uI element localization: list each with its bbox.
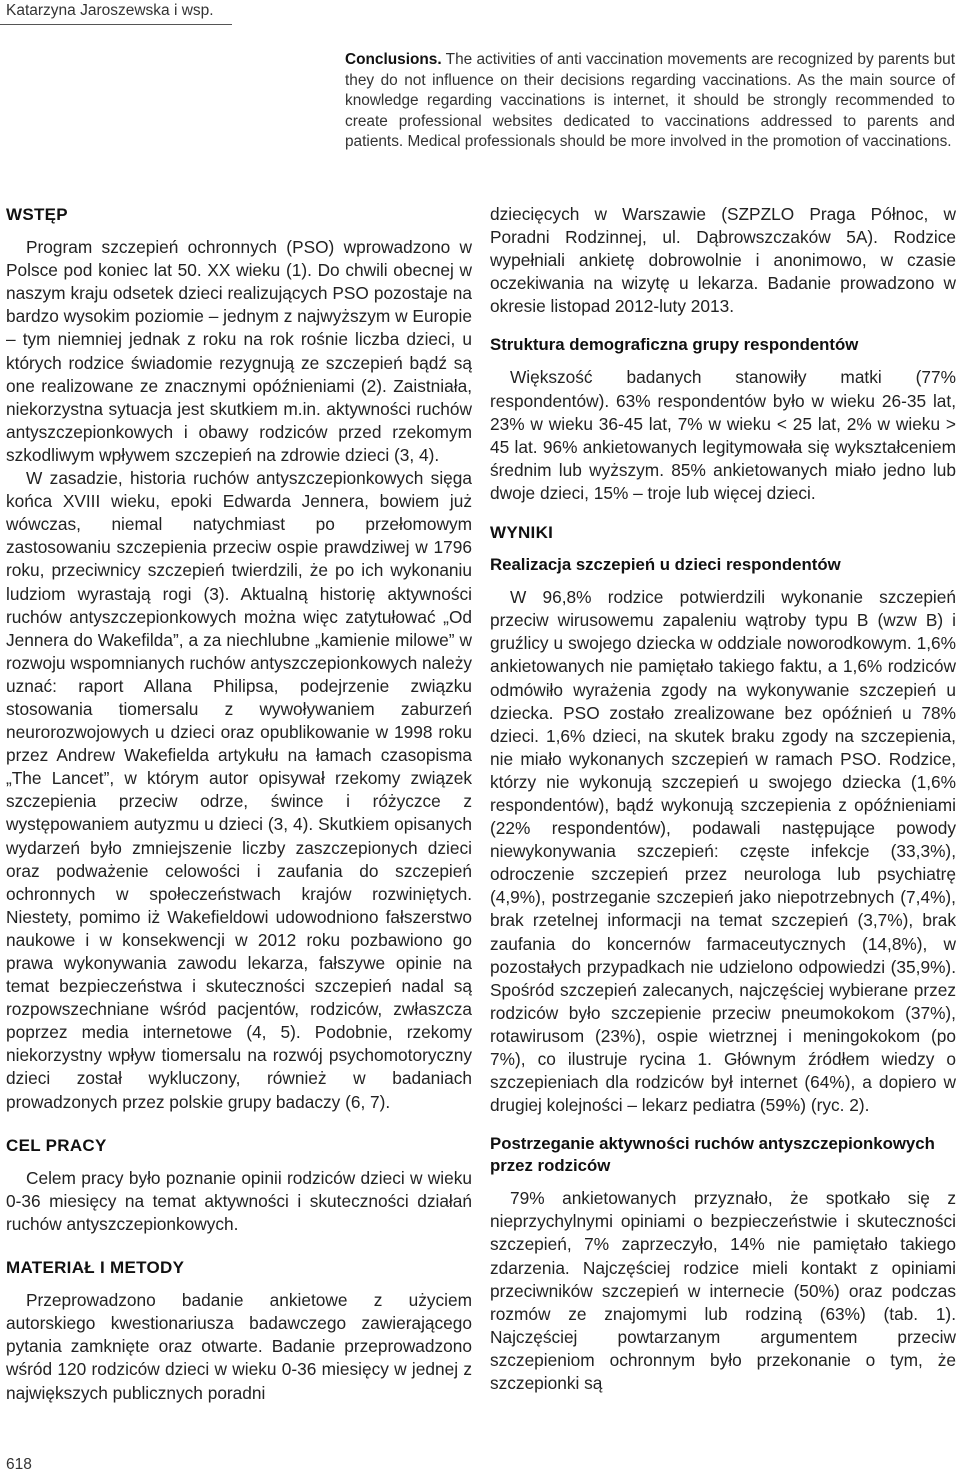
header-divider: [0, 24, 232, 25]
paragraph-postrzeganie: 79% ankietowanych przyznało, że spotkało się z nieprzychylnymi opiniami o bezpieczeństwie i skuteczności szczepień, 7% zaprzeczyło, 14% nie pamiętało takiego zdarzenia. Najczęściej rodzice mieli kontakt z opiniami przeciwników szczepień w internecie (50%) oraz podczas rozmów ze znajomymi lub rodziną (63%) (tab. 1). Najczęściej powtarzanym argumentem przeciw szczepieniom ochronnym było przekonanie o tym, że szczepionki są: [490, 1188, 956, 1394]
subheading-struktura-demograficzna: Struktura demograficzna grupy respondentów: [490, 335, 859, 355]
paragraph-realizacja: W 96,8% rodzice potwierdzili wykonanie szczepień przeciw wirusowemu zapaleniu wątroby typu B (wzw B) i gruźlicy u swojego dziecka w oddziale noworodkowym. 1,6% ankietowanych nie pamiętało takiego faktu, a 1,6% rodziców odmówiło wyrażenia zgody na wykonywanie szczepień u dziecka. PSO zostało zrealizowane bez opóźnień u 78% dzieci. 1,6% dzieci, na skutek braku zgody na szczepienia, nie miało wykonanych szczepień w ramach PSO. Rodzice, którzy nie wykonują szczepień u swojego dziecka (1,6% respondentów), bądź wykonują szczepienia z opóźnieniami (22% respondentów), podawali następujące powody niewykonywania szczepień: częste infekcje (33,3%), odroczenie szczepień przez neurologa lub psychiatrę (4,9%), postrzeganie szczepień jako niepotrzebnych (7,4%), brak rzetelnej informacji na temat szczepień (3,7%), brak zaufania do koncernów farmaceutycznych (14,8%), w pozostałych przypadkach nie udzielono odpowiedzi (35,9%). Spośród szczepień zalecanych, najczęściej wybierane przez rodziców było szczepienie przeciw pneumokokom (37%), rotawirusom (23%), ospie wietrznej i meningokokom (po 7%), co ilustruje rycina 1. Głównym źródłem wiedzy o szczepieniach dla rodziców był internet (64%), a dopiero w drugiej kolejności – lekarz pediatra (59%) (ryc. 2).: [490, 587, 956, 1116]
running-header-author: Katarzyna Jaroszewska i wsp.: [6, 2, 214, 19]
section-heading-cel-pracy: CEL PRACY: [6, 1135, 107, 1155]
paragraph-wstep-2: W zasadzie, historia ruchów antyszczepionkowych sięga końca XVIII wieku, epoki Edwarda Jennera, bowiem już wówczas, niemal natychmiast po przełomowym zastosowaniu szczepienia przeciw ospie prawdziwej w 1796 roku, przeciwnicy szczepień twierdzili, że po ich wykonaniu ludziom wyrastają rogi (3). Aktualną historię aktywności ruchów antyszczepionkowych można więc zatytułować „Od Jennera do Wakefilda”, a za niechlubne „kamienie milowe” w rozwoju wspomnianych ruchów antyszczepionkowych należy uznać: raport Allana Philipsa, podejrzenie związku stosowania tiomersalu z wywoływaniem zaburzeń neurorozwojowych u dzieci oraz opublikowanie w 1998 roku przez Andrew Wakefielda artykułu na łamach czasopisma „The Lancet”, w którym autor opisywał rzekomy związek szczepienia przeciw odrze, śwince i różyczce z występowaniem autyzmu u dzieci (3, 4). Skutkiem opisanych wydarzeń było zmniejszenie liczby zaszczepionych dzieci oraz podważenie celowości i zaufania do szczepień ochronnych w społeczeństwach krajów rozwiniętych. Niestety, pomimo iż Wakefieldowi udowodniono fałszerstwo naukowe i w konsekwencji w 2012 roku pozbawiono go prawa wykonywania zawodu lekarza, fałszywe opinie na temat bezpieczeństwa i skuteczności szczepień nadal są rozpowszechniane wśród pacjentów, rodziców, zwłaszcza poprzez media internetowe (4, 5). Podobnie, rzekomy niekorzystny wpływ tiomersalu na rozwój psychomotoryczny dzieci został wykluczony, również w badaniach prowadzonych przez polskie grupy badaczy (6, 7).: [6, 468, 472, 1112]
section-heading-wstep: WSTĘP: [6, 205, 68, 224]
paragraph-wstep-1: Program szczepień ochronnych (PSO) wprowadzono w Polsce pod koniec lat 50. XX wieku (1). Do chwili obecnej w naszym kraju odsetek dzieci realizujących PSO pozostaje na bardzo wysokim poziomie – jednym z najwyższym w Europie – tym niemniej jednak z roku na rok rośnie liczba dzieci, u których rodzice świadomie rezygnują ze szczepień bądź są one realizowane ze znacznymi opóźnieniami (2). Zaistniała, niekorzystna sytuacja jest skutkiem m.in. aktywności ruchów antyszczepionkowych i obawy rodziców przed rzekomym szkodliwym wpływem szczepień na zdrowie dzieci (3, 4).: [6, 237, 472, 465]
section-heading-wyniki: WYNIKI: [490, 523, 554, 543]
conclusions-text: The activities of anti vaccination movements are recognized by parents but they do not influence on their decisions regarding vaccinations. As the main source of knowledge regarding vaccinations is internet, it should be strongly recommended to create professional websites dedicated to vaccinations addressed to parents and patients. Medical professionals should be more involved in the promotion of vaccinations.: [345, 51, 955, 150]
subheading-realizacja-szczepien: Realizacja szczepień u dzieci respondentów: [490, 555, 841, 575]
paragraph-cel-pracy: Celem pracy było poznanie opinii rodziców dzieci w wieku 0-36 miesięcy na temat aktywności i skuteczności działań ruchów antyszczepionkowych.: [6, 1167, 472, 1234]
abstract-conclusions: [345, 50, 955, 153]
right-column: [490, 203, 956, 1395]
conclusions-label: Conclusions.: [345, 51, 442, 68]
paragraph-metody-continued: dziecięcych w Warszawie (SZPZLO Praga Północ, w Poradni Rodzinnej, ul. Dąbrowszczaków 5A). Rodzice wypełniali ankietę dobrowolnie i anonimowo, w czasie oczekiwania na wizytę u lekarza. Badanie prowadzono w okresie listopad 2012-luty 2013.: [490, 204, 956, 317]
page-number: 618: [6, 1456, 32, 1473]
subheading-postrzeganie-aktywnosci: Postrzeganie aktywności ruchów antyszczepionkowych przez rodziców: [490, 1134, 935, 1176]
paragraph-material-i-metody: Przeprowadzono badanie ankietowe z użyciem autorskiego kwestionariusza badawczego zawierającego pytania zamknięte oraz otwarte. Badanie przeprowadzono wśród 120 rodziców dzieci w wieku 0-36 miesięcy w jednej z największych publicznych poradni: [6, 1290, 472, 1403]
paragraph-struktura: Większość badanych stanowiły matki (77% respondentów). 63% respondentów było w wieku 26-35 lat, 23% w wieku 36-45 lat, 7% w wieku < 25 lat, 2% w wieku > 45 lat. 96% ankietowanych legitymowała się wykształceniem średnim lub wyższym. 85% ankietowanych miało jedno lub dwoje dzieci, 15% – troje lub więcej dzieci.: [490, 367, 956, 503]
left-column: [6, 203, 472, 1405]
section-heading-material-i-metody: MATERIAŁ I METODY: [6, 1258, 185, 1278]
